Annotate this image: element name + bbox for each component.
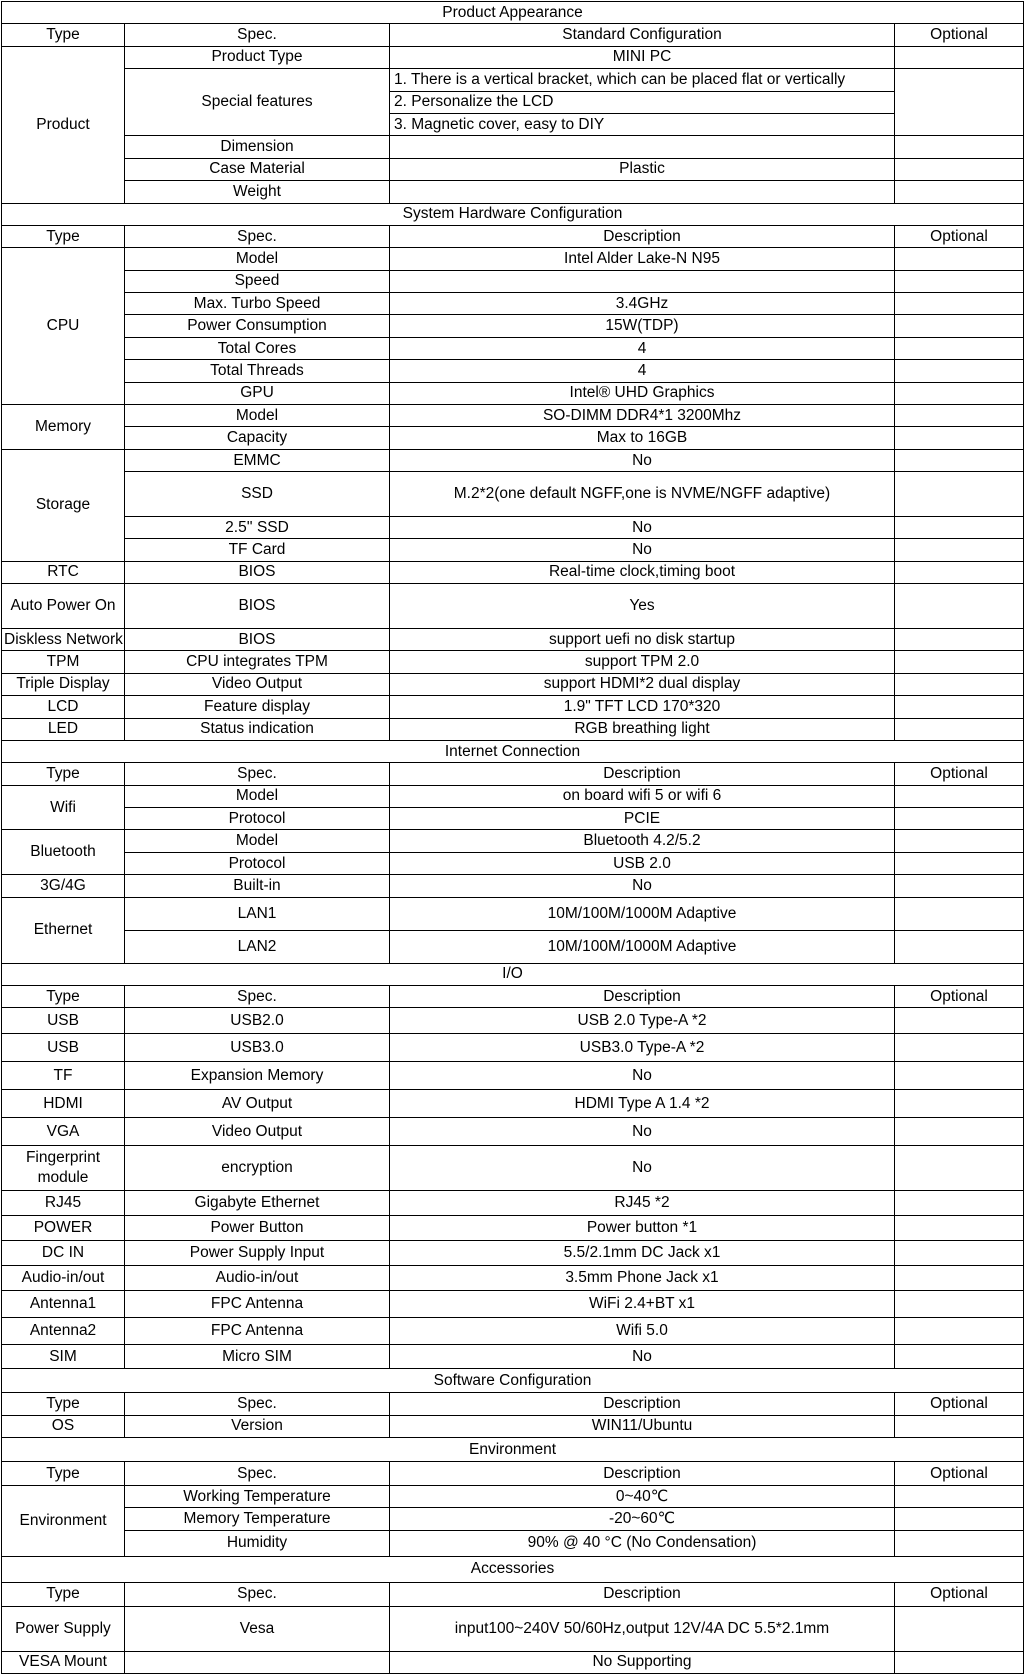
table-cell: Speed [125,270,390,292]
table-row [2,930,1024,963]
table-cell: TF Card [125,539,390,561]
table-row [2,1462,1024,1486]
table-row [2,763,1024,785]
table-cell: CPU integrates TPM [125,651,390,673]
table-cell: 3.5mm Phone Jack x1 [390,1266,895,1291]
table-cell: No [390,875,895,897]
table-cell: AV Output [125,1090,390,1118]
table-cell [390,181,895,203]
table-cell: 4 [390,337,895,359]
table-cell: LED [2,718,125,740]
table-cell: Real-time clock,timing boot [390,561,895,583]
table-cell: Description [390,225,895,247]
table-row [2,1062,1024,1090]
table-row [2,2,1024,24]
table-row [2,181,1024,203]
table-row [2,337,1024,359]
table-cell [895,158,1024,180]
group-label: Bluetooth [2,830,125,875]
table-cell [895,427,1024,449]
table-cell: 2. Personalize the LCD [390,91,895,113]
table-cell: Type [2,986,125,1008]
table-cell [895,696,1024,718]
table-cell: No [390,1345,895,1369]
table-cell: OS [2,1415,125,1437]
table-row [2,517,1024,539]
table-cell [895,1415,1024,1437]
group-label: Environment [2,1486,125,1557]
table-row [2,1415,1024,1437]
table-row [2,1291,1024,1318]
table-cell: Micro SIM [125,1345,390,1369]
table-cell [895,785,1024,807]
table-row [2,1266,1024,1291]
table-cell: USB 2.0 [390,852,895,874]
table-cell: Spec. [125,24,390,46]
table-row [2,651,1024,673]
table-cell: input100~240V 50/60Hz,output 12V/4A DC 5.5*2.1mm [390,1606,895,1651]
table-cell: RTC [2,561,125,583]
table-cell: RJ45 [2,1191,125,1216]
table-cell: 3.4GHz [390,293,895,315]
table-cell: POWER [2,1216,125,1241]
table-cell: Intel® UHD Graphics [390,382,895,404]
table-cell [895,718,1024,740]
table-cell: Spec. [125,1582,390,1606]
table-cell: USB2.0 [125,1008,390,1034]
table-cell: 1.9" TFT LCD 170*320 [390,696,895,718]
table-cell: Power Consumption [125,315,390,337]
table-cell: Optional [895,986,1024,1008]
section-title: Environment [2,1438,1024,1462]
table-cell: Type [2,24,125,46]
table-row [2,1582,1024,1606]
table-row [2,382,1024,404]
table-cell [895,1034,1024,1062]
group-label: Memory [2,405,125,450]
table-cell: VESA Mount [2,1651,125,1673]
table-row [2,427,1024,449]
table-cell [895,584,1024,629]
group-label: Wifi [2,785,125,830]
table-cell: -20~60℃ [390,1508,895,1530]
table-row [2,1393,1024,1415]
table-cell [125,1651,390,1673]
table-row [2,449,1024,471]
table-cell: Capacity [125,427,390,449]
table-cell [895,1318,1024,1345]
table-row [2,1438,1024,1462]
table-row [2,1530,1024,1556]
table-cell: 90% @ 40 °C (No Condensation) [390,1530,895,1556]
table-cell [895,1291,1024,1318]
table-cell: EMMC [125,449,390,471]
table-cell: Type [2,763,125,785]
table-cell [895,897,1024,930]
table-cell: Diskless Network [2,628,125,650]
table-cell: Power button *1 [390,1216,895,1241]
table-row [2,584,1024,629]
table-cell [895,1241,1024,1266]
table-cell: on board wifi 5 or wifi 6 [390,785,895,807]
table-cell: Description [390,763,895,785]
table-cell: Triple Display [2,673,125,695]
table-cell: Type [2,1582,125,1606]
table-cell: Spec. [125,763,390,785]
table-cell: Product Type [125,46,390,68]
table-cell: Memory Temperature [125,1508,390,1530]
table-cell: Type [2,1462,125,1486]
table-cell: Total Cores [125,337,390,359]
table-cell: Version [125,1415,390,1437]
table-row [2,830,1024,852]
table-cell: Type [2,225,125,247]
table-row [2,1216,1024,1241]
table-cell [895,405,1024,427]
table-cell: RJ45 *2 [390,1191,895,1216]
table-cell: Audio-in/out [125,1266,390,1291]
table-cell [895,449,1024,471]
table-cell [895,673,1024,695]
table-row [2,1606,1024,1651]
section-title: System Hardware Configuration [2,203,1024,225]
table-cell: FPC Antenna [125,1291,390,1318]
table-row [2,69,1024,91]
table-cell: Video Output [125,1118,390,1146]
table-cell: Antenna2 [2,1318,125,1345]
table-cell [895,539,1024,561]
section-title: Accessories [2,1556,1024,1582]
table-cell [895,930,1024,963]
table-cell: Power Button [125,1216,390,1241]
table-cell: Model [125,405,390,427]
table-cell: WiFi 2.4+BT x1 [390,1291,895,1318]
table-row [2,293,1024,315]
table-cell: Auto Power On [2,584,125,629]
table-cell: BIOS [125,561,390,583]
table-cell: 10M/100M/1000M Adaptive [390,930,895,963]
group-label: Storage [2,449,125,561]
table-row [2,24,1024,46]
table-cell [895,808,1024,830]
table-cell: 1. There is a vertical bracket, which can be placed flat or vertically [390,69,895,91]
table-cell [895,136,1024,158]
table-row [2,1651,1024,1673]
table-row [2,1118,1024,1146]
table-cell: 5.5/2.1mm DC Jack x1 [390,1241,895,1266]
table-cell: Humidity [125,1530,390,1556]
table-row [2,986,1024,1008]
table-cell: Bluetooth 4.2/5.2 [390,830,895,852]
table-cell: encryption [125,1146,390,1191]
table-cell [895,181,1024,203]
group-label: CPU [2,248,125,405]
table-cell: Spec. [125,1462,390,1486]
table-cell: Optional [895,1582,1024,1606]
table-row [2,158,1024,180]
table-cell: Fingerprint module [2,1146,125,1191]
section-title: Software Configuration [2,1369,1024,1393]
table-cell: SSD [125,472,390,517]
table-row [2,539,1024,561]
table-row [2,1191,1024,1216]
table-row [2,1556,1024,1582]
table-cell: HDMI [2,1090,125,1118]
table-cell: Video Output [125,673,390,695]
table-cell: LAN1 [125,897,390,930]
table-cell: No [390,539,895,561]
table-row [2,203,1024,225]
table-row [2,46,1024,68]
table-cell: Model [125,830,390,852]
table-row [2,1241,1024,1266]
table-row [2,360,1024,382]
table-cell: USB3.0 Type-A *2 [390,1034,895,1062]
table-cell: Model [125,785,390,807]
table-cell: Plastic [390,158,895,180]
table-cell: Description [390,1462,895,1486]
table-cell: 0~40℃ [390,1486,895,1508]
table-row [2,225,1024,247]
table-row [2,1508,1024,1530]
table-cell: No Supporting [390,1651,895,1673]
spec-table-body [2,2,1024,1674]
table-row [2,270,1024,292]
table-cell: LCD [2,696,125,718]
table-cell: Audio-in/out [2,1266,125,1291]
table-row [2,628,1024,650]
table-cell: MINI PC [390,46,895,68]
table-cell: Gigabyte Ethernet [125,1191,390,1216]
table-cell: BIOS [125,584,390,629]
table-cell: SO-DIMM DDR4*1 3200Mhz [390,405,895,427]
table-row [2,405,1024,427]
table-row [2,740,1024,762]
table-cell: Dimension [125,136,390,158]
table-cell [895,1486,1024,1508]
table-cell: WIN11/Ubuntu [390,1415,895,1437]
table-cell: Protocol [125,808,390,830]
table-cell: 4 [390,360,895,382]
table-cell [895,1266,1024,1291]
section-title: Internet Connection [2,740,1024,762]
table-cell [895,69,1024,136]
table-cell: No [390,1146,895,1191]
table-cell [895,517,1024,539]
table-cell: Total Threads [125,360,390,382]
table-cell: 2.5'' SSD [125,517,390,539]
table-cell [895,1508,1024,1530]
table-cell [895,293,1024,315]
table-cell: Weight [125,181,390,203]
table-cell: Model [125,248,390,270]
table-cell: BIOS [125,628,390,650]
table-row [2,718,1024,740]
table-cell: Protocol [125,852,390,874]
table-row [2,785,1024,807]
table-cell: USB3.0 [125,1034,390,1062]
table-cell [895,46,1024,68]
table-cell: support uefi no disk startup [390,628,895,650]
table-row [2,1369,1024,1393]
table-cell: USB [2,1008,125,1034]
table-cell: USB 2.0 Type-A *2 [390,1008,895,1034]
table-row [2,1345,1024,1369]
table-cell: USB [2,1034,125,1062]
table-cell: LAN2 [125,930,390,963]
table-row [2,875,1024,897]
table-cell: No [390,1062,895,1090]
table-cell: PCIE [390,808,895,830]
table-cell [895,1606,1024,1651]
table-cell: support TPM 2.0 [390,651,895,673]
table-cell: Built-in [125,875,390,897]
table-cell [895,628,1024,650]
table-row [2,1090,1024,1118]
table-cell: Expansion Memory [125,1062,390,1090]
table-cell [895,337,1024,359]
table-cell: RGB breathing light [390,718,895,740]
table-cell: Optional [895,24,1024,46]
table-cell: Wifi 5.0 [390,1318,895,1345]
table-row [2,1318,1024,1345]
table-cell: Description [390,1393,895,1415]
table-cell: Yes [390,584,895,629]
table-cell: Spec. [125,986,390,1008]
table-cell: support HDMI*2 dual display [390,673,895,695]
table-cell: No [390,517,895,539]
table-cell [895,852,1024,874]
table-cell [895,1216,1024,1241]
table-cell: No [390,1118,895,1146]
table-cell [390,136,895,158]
table-cell: Power Supply Input [125,1241,390,1266]
table-cell [895,561,1024,583]
table-row [2,963,1024,985]
table-cell [895,1090,1024,1118]
table-cell [895,382,1024,404]
table-cell: Spec. [125,225,390,247]
table-cell: DC IN [2,1241,125,1266]
table-row [2,1034,1024,1062]
table-cell [895,1062,1024,1090]
table-cell [390,270,895,292]
table-cell [895,360,1024,382]
table-row [2,696,1024,718]
table-cell: Optional [895,225,1024,247]
table-cell [895,1651,1024,1673]
table-cell: Spec. [125,1393,390,1415]
table-cell: 3. Magnetic cover, easy to DIY [390,113,895,135]
table-cell [895,270,1024,292]
table-row [2,561,1024,583]
table-cell: TF [2,1062,125,1090]
table-cell [895,830,1024,852]
table-cell: Status indication [125,718,390,740]
table-cell: VGA [2,1118,125,1146]
table-row [2,1146,1024,1191]
table-cell: No [390,449,895,471]
table-cell: 10M/100M/1000M Adaptive [390,897,895,930]
table-cell: Type [2,1393,125,1415]
table-cell: Working Temperature [125,1486,390,1508]
table-cell: Max to 16GB [390,427,895,449]
table-cell: Case Material [125,158,390,180]
table-cell [895,651,1024,673]
table-cell: Antenna1 [2,1291,125,1318]
table-cell: Intel Alder Lake-N N95 [390,248,895,270]
table-cell [895,315,1024,337]
table-cell: Feature display [125,696,390,718]
table-cell [895,1146,1024,1191]
table-row [2,808,1024,830]
table-cell [895,1530,1024,1556]
table-row [2,136,1024,158]
table-cell [895,875,1024,897]
table-cell: Standard Configuration [390,24,895,46]
table-cell: Max. Turbo Speed [125,293,390,315]
table-cell: TPM [2,651,125,673]
table-cell [895,472,1024,517]
spec-table [1,1,1024,1674]
table-cell: 3G/4G [2,875,125,897]
table-cell [895,248,1024,270]
table-cell: GPU [125,382,390,404]
table-cell [895,1345,1024,1369]
table-cell: Description [390,986,895,1008]
table-cell: Optional [895,1393,1024,1415]
table-row [2,248,1024,270]
table-cell: Power Supply [2,1606,125,1651]
table-cell: 15W(TDP) [390,315,895,337]
table-cell: Special features [125,69,390,136]
table-row [2,1008,1024,1034]
table-cell: Description [390,1582,895,1606]
table-cell: Optional [895,763,1024,785]
group-label: Ethernet [2,897,125,963]
table-row [2,673,1024,695]
table-cell: SIM [2,1345,125,1369]
table-row [2,315,1024,337]
table-cell: HDMI Type A 1.4 *2 [390,1090,895,1118]
table-row [2,897,1024,930]
table-cell: Optional [895,1462,1024,1486]
table-row [2,852,1024,874]
table-cell [895,1118,1024,1146]
table-cell [895,1008,1024,1034]
table-cell: FPC Antenna [125,1318,390,1345]
group-label: Product [2,46,125,203]
section-title: I/O [2,963,1024,985]
table-cell [895,1191,1024,1216]
table-row [2,472,1024,517]
table-row [2,1486,1024,1508]
table-cell: M.2*2(one default NGFF,one is NVME/NGFF adaptive) [390,472,895,517]
section-title: Product Appearance [2,2,1024,24]
table-cell: Vesa [125,1606,390,1651]
